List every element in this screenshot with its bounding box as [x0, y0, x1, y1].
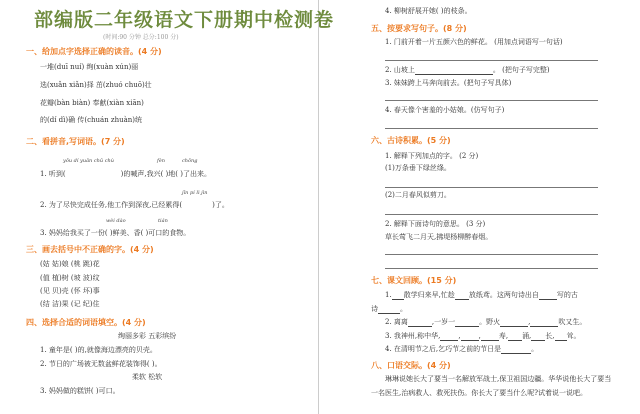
- q-text: )的喊声,我兴( )地( )了出来。: [120, 170, 211, 178]
- pinyin: yōu dí yuǎn chǔ chù: [63, 158, 114, 164]
- s4-q1: 1. 童年是( )的,就像海边漂亮的贝壳。: [40, 346, 157, 354]
- s6-q1a: (1)万条垂下绿丝绦。: [385, 164, 451, 172]
- word-choices: 柔软 松软: [132, 373, 163, 381]
- section-6-heading: 六、古诗积累。(5 分): [371, 136, 451, 145]
- s6-q2: 2. 解释下面诗句的意思。 (3 分): [385, 220, 486, 228]
- q-text: ,: [528, 318, 531, 326]
- blank[interactable]: [378, 306, 400, 314]
- blank[interactable]: [461, 333, 479, 341]
- pinyin: jīn pí lì jìn: [182, 190, 208, 196]
- q-text: 1. 听到(: [40, 170, 66, 178]
- answer-line[interactable]: [385, 128, 598, 129]
- page-divider: [318, 0, 319, 414]
- s6-q1: 1. 解释下列加点的字。 (2 分): [385, 152, 479, 160]
- s4-q4: 4. 柳树舒展开她( )的枝条。: [385, 7, 472, 15]
- s3-row: (姑 姑)娘 (桃 跳)花: [40, 260, 100, 268]
- section-5-heading: 五、按要求写句子。(8 分): [371, 24, 467, 33]
- q-text: 长,: [545, 332, 555, 340]
- q-text: 写的古: [556, 291, 578, 299]
- blank[interactable]: [539, 292, 557, 300]
- page-title: 部编版二年级语文下册期中检测卷: [34, 9, 335, 31]
- q-text: 3. 我神州,称中华,: [385, 332, 441, 340]
- s7-q1: [385, 291, 578, 300]
- section-8-heading: 八、口语交际。(4 分): [371, 361, 451, 370]
- answer-line[interactable]: [385, 60, 598, 61]
- s8-paragraph-line: 琳琳说她长大了要当一名解放军战士,保卫祖国边疆。华华说他长大了要当: [385, 375, 612, 383]
- s5-q4: 4. 春天像个害羞的小姑娘。(仿写句子): [385, 106, 505, 114]
- blank[interactable]: [508, 333, 522, 341]
- blank[interactable]: [501, 346, 531, 354]
- answer-line[interactable]: [385, 268, 598, 269]
- answer-line[interactable]: [385, 187, 598, 188]
- s4-q3: 3. 妈妈做的糕饼( )可口。: [40, 387, 120, 395]
- q-text: 1.: [385, 291, 392, 299]
- pinyin: tián: [158, 218, 168, 224]
- section-4-heading: 四、选择合适的词语填空。(4 分): [26, 318, 146, 327]
- blank[interactable]: [415, 67, 493, 75]
- s2-q3: 3. 妈妈给我买了一份( )鲜美、香( )可口的食物。: [40, 229, 191, 237]
- answer-line[interactable]: [385, 214, 598, 215]
- blank[interactable]: [392, 292, 404, 300]
- q-text: 诗: [371, 305, 378, 313]
- q-text: )了。: [212, 201, 229, 209]
- section-2-heading: 二、看拼音,写词语。(7 分): [26, 137, 125, 146]
- s7-q1-cont: 诗 。: [371, 305, 407, 313]
- q-text: 吹又生。: [558, 318, 587, 326]
- q-text: 。 (把句子写完整): [492, 66, 550, 74]
- q-text: 2. 为了尽快完成任务,他工作到深夜,已经累得(: [40, 201, 183, 209]
- section-1-heading: 一、给加点字选择正确的读音。(4 分): [26, 47, 162, 56]
- answer-line[interactable]: [385, 100, 598, 101]
- blank[interactable]: [408, 319, 432, 327]
- s4-q2: 2. 节日的广场被无数盆鲜花装饰得( )。: [40, 360, 162, 368]
- s7-q2: [385, 318, 586, 327]
- answer-line[interactable]: [385, 254, 598, 255]
- blank[interactable]: [440, 333, 458, 341]
- section-7-heading: 七、课文回顾。(15 分): [371, 276, 457, 285]
- q-text: 4. 在清明节之后,乞巧节之前的节日是: [385, 345, 502, 353]
- s1-row: 花瓣(bàn biàn) 奉献(xiàn xiān): [40, 99, 144, 107]
- q-text: 2. 山坡上: [385, 66, 415, 74]
- s7-q4: 4. 在清明节之后,乞巧节之前的节日是 。: [385, 345, 539, 353]
- s8-paragraph-line: 一名医生,治病救人、救死扶伤。你长大了要当什么呢?试着说一说吧。: [371, 389, 587, 397]
- pinyin: chōng: [182, 158, 198, 164]
- blank[interactable]: [455, 319, 479, 327]
- pinyin: wèi dào: [106, 218, 126, 224]
- q-text: 耸。: [566, 332, 581, 340]
- blank[interactable]: [455, 292, 469, 300]
- pinyin: fèn: [157, 158, 166, 164]
- s5-q2: [385, 66, 550, 75]
- poem: 草长莺飞二月天,拂堤杨柳醉春烟。: [385, 233, 493, 241]
- q-text: 涌,: [522, 332, 532, 340]
- s3-row: (结 洁)果 (记 纪)住: [40, 300, 100, 308]
- s1-row: 的(dí dì)确 传(chuán zhuàn)统: [40, 116, 143, 124]
- s5-q3: 3. 妹妹跨上马奔向前去。(把句子写具体): [385, 79, 512, 87]
- q-text: 。野火: [479, 318, 501, 326]
- exam-info: (时间:90 分钟 总分:100 分): [103, 34, 179, 41]
- blank[interactable]: [530, 319, 558, 327]
- blank[interactable]: [500, 318, 531, 327]
- q-text: 散学归来早,忙趁: [403, 291, 455, 299]
- q-text: 寿,: [498, 332, 509, 340]
- s2-q2: [40, 201, 229, 210]
- s3-row: (值 植)树 (坡 波)纹: [40, 274, 100, 282]
- s3-row: (见 贝)壳 (怀 坏)事: [40, 287, 100, 295]
- s1-row: 选(xuǎn xiǎn)择 茁(zhuó chuō)壮: [40, 81, 152, 89]
- s2-q1: [40, 170, 211, 179]
- s7-q3: 3. 我神州,称中华, , , 寿, 涌, 长, 耸。: [385, 332, 581, 340]
- blank[interactable]: [555, 333, 567, 341]
- blank[interactable]: [481, 333, 499, 341]
- s5-q1: 1. 门前开着一片五颜六色的鲜花。 (用加点词语写一句话): [385, 38, 563, 46]
- section-3-heading: 三、画去括号中不正确的字。(4 分): [26, 245, 154, 254]
- s6-q1b: (2)二月春风似剪刀。: [385, 191, 451, 199]
- blank[interactable]: [531, 333, 545, 341]
- s1-row: 一堆(duī nuí) 绚(xuàn xún)丽: [40, 63, 139, 71]
- q-text: 放纸鸢。这两句诗出自: [468, 291, 539, 299]
- q-text: 2. 离离: [385, 318, 408, 326]
- word-choices: 绚丽多彩 五彩缤纷: [118, 332, 177, 340]
- q-text: ,一岁一: [431, 318, 456, 326]
